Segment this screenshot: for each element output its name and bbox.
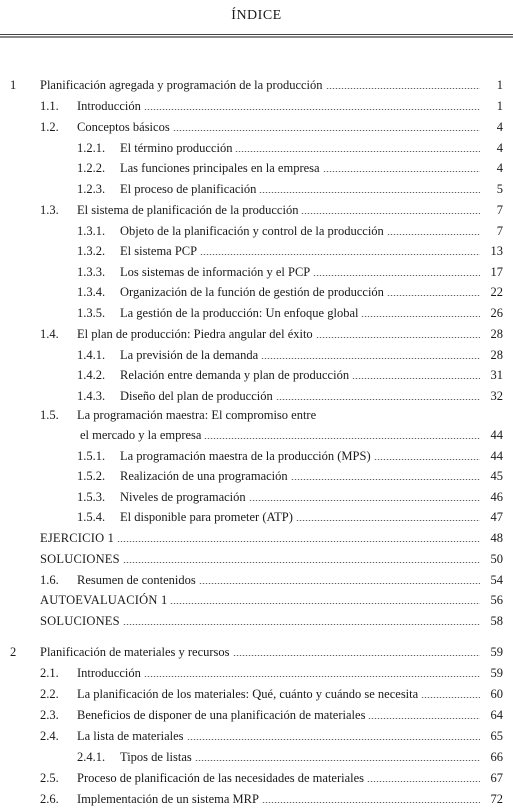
entry-number: 1.3.4. (77, 285, 106, 299)
entry-title: SOLUCIONES (40, 552, 120, 566)
entry-title: El disponible para prometer (ATP) (120, 510, 293, 524)
toc-entry[interactable] (0, 200, 513, 220)
toc-entry[interactable] (0, 528, 513, 548)
toc-entry[interactable] (0, 117, 513, 137)
entry-number: 1.2. (40, 120, 59, 134)
entry-title: La previsión de la demanda (120, 348, 259, 362)
toc-entry[interactable] (0, 747, 513, 767)
page-number: 50 (490, 552, 503, 566)
page-number: 60 (490, 687, 503, 701)
dot-leader (259, 192, 480, 193)
toc-entry[interactable] (0, 570, 513, 590)
entry-number: 1.3.3. (77, 265, 106, 279)
toc-entry[interactable] (0, 611, 513, 631)
entry-title: El término producción (120, 141, 233, 155)
entry-title-line1: La programación maestra: El compromiso entre (77, 408, 317, 422)
entry-number: 1.4.2. (77, 368, 106, 382)
toc-entry[interactable] (0, 221, 513, 241)
entry-title: Conceptos básicos (77, 120, 170, 134)
page-number: 17 (490, 265, 503, 279)
page-number: 28 (490, 327, 503, 341)
toc-entry[interactable] (0, 96, 513, 116)
toc-entry[interactable] (0, 345, 513, 365)
dot-leader (261, 358, 480, 359)
page-number: 54 (490, 573, 503, 587)
page-number: 59 (490, 645, 503, 659)
entry-number: 1.5.1. (77, 449, 106, 463)
toc-entry[interactable] (0, 425, 513, 445)
toc-entry[interactable] (0, 158, 513, 178)
page-number: 66 (490, 750, 503, 764)
entry-number: 1.3.2. (77, 244, 106, 258)
entry-title: Objeto de la planificación y control de la producción (120, 224, 384, 238)
entry-title: Los sistemas de información y el PCP (120, 265, 311, 279)
page-number: 58 (490, 614, 503, 628)
entry-title: El proceso de planificación (120, 182, 257, 196)
dot-leader (200, 254, 480, 255)
dot-leader (276, 399, 480, 400)
toc-entry[interactable] (0, 726, 513, 746)
toc-entry[interactable] (0, 789, 513, 809)
entry-title: Introducción (77, 99, 141, 113)
entry-number: 1.2.3. (77, 182, 106, 196)
dot-leader (173, 130, 480, 131)
toc-entry[interactable] (0, 466, 513, 486)
entry-number: 1 (10, 78, 17, 92)
dot-leader (187, 739, 480, 740)
entry-title: Niveles de programación (120, 490, 246, 504)
dot-leader (361, 316, 480, 317)
page-number: 13 (490, 244, 503, 258)
entry-title: La planificación de los materiales: Qué, cuánto y cuándo se necesita (77, 687, 419, 701)
entry-number: 1.2.1. (77, 141, 106, 155)
page-number: 31 (490, 368, 503, 382)
dot-leader (123, 562, 480, 563)
toc-entry[interactable] (0, 179, 513, 199)
dot-leader (387, 234, 480, 235)
toc-entry[interactable] (0, 590, 513, 610)
page-number: 47 (490, 510, 503, 524)
entry-number: 1.3.5. (77, 306, 106, 320)
page-number: 7 (496, 224, 503, 238)
toc-entry[interactable] (0, 642, 513, 662)
entry-title: Relación entre demanda y plan de producción (120, 368, 350, 382)
dot-leader (323, 171, 480, 172)
dot-leader (235, 151, 480, 152)
dot-leader (421, 697, 480, 698)
entry-number: 2 (10, 645, 17, 659)
page-title: ÍNDICE (231, 8, 282, 23)
dot-leader (195, 760, 480, 761)
dot-leader (387, 295, 480, 296)
toc-entry[interactable] (0, 507, 513, 527)
dot-leader (117, 541, 480, 542)
entry-title: Beneficios de disponer de una planificación de materiales (77, 708, 366, 722)
entry-number: 2.1. (40, 666, 59, 680)
dot-leader (199, 583, 480, 584)
page-number: 67 (490, 771, 503, 785)
entry-title: Realización de una programación (120, 469, 288, 483)
entry-title: El sistema de planificación de la producción (77, 203, 299, 217)
page-number: 26 (490, 306, 503, 320)
entry-number: 1.3.1. (77, 224, 106, 238)
dot-leader (291, 479, 480, 480)
page-number: 59 (490, 666, 503, 680)
page-number: 44 (490, 428, 503, 442)
entry-title: La programación maestra de la producción (MPS) (120, 449, 371, 463)
dot-leader (249, 500, 480, 501)
page-number: 4 (496, 161, 503, 175)
dot-leader (296, 520, 480, 521)
page-number: 46 (490, 490, 503, 504)
entry-number: 1.4.1. (77, 348, 106, 362)
dot-leader (352, 378, 480, 379)
toc-entry[interactable] (0, 684, 513, 704)
entry-title: Proceso de planificación de las necesidades de materiales (77, 771, 365, 785)
dot-leader (367, 781, 480, 782)
toc-entry[interactable] (0, 386, 513, 406)
entry-number: 2.2. (40, 687, 59, 701)
dot-leader (262, 802, 480, 803)
toc-entry[interactable] (0, 138, 513, 158)
entry-title: el mercado y la empresa (80, 428, 202, 442)
dot-leader (144, 109, 480, 110)
page-number: 64 (490, 708, 503, 722)
entry-title: EJERCICIO 1 (40, 531, 115, 545)
toc-entry[interactable] (0, 487, 513, 507)
toc-entry[interactable] (0, 324, 513, 344)
toc-entry[interactable] (0, 365, 513, 385)
page-number: 72 (490, 792, 503, 806)
toc-entry[interactable] (0, 241, 513, 261)
toc-entry[interactable] (0, 705, 513, 725)
page-number: 56 (490, 593, 503, 607)
entry-title: Diseño del plan de producción (120, 389, 273, 403)
dot-leader (204, 438, 480, 439)
toc-entry[interactable] (0, 663, 513, 683)
page-number: 4 (496, 120, 503, 134)
page-number: 5 (496, 182, 503, 196)
entry-title: Planificación agregada y programación de la producción (40, 78, 323, 92)
entry-title: Tipos de listas (120, 750, 192, 764)
dot-leader (301, 213, 480, 214)
page-number: 65 (490, 729, 503, 743)
dot-leader (123, 624, 480, 625)
page-number: 48 (490, 531, 503, 545)
dot-leader (368, 718, 480, 719)
toc-entry[interactable] (0, 262, 513, 282)
entry-title: AUTOEVALUACIÓN 1 (40, 593, 168, 607)
entry-title: SOLUCIONES (40, 614, 120, 628)
page-number: 1 (496, 78, 503, 92)
page-number: 22 (490, 285, 503, 299)
dot-leader (170, 603, 480, 604)
page-number: 7 (496, 203, 503, 217)
page-number: 1 (496, 99, 503, 113)
entry-number: 1.4.3. (77, 389, 106, 403)
entry-title: Las funciones principales en la empresa (120, 161, 320, 175)
entry-number: 2.4. (40, 729, 59, 743)
entry-title: La gestión de la producción: Un enfoque global (120, 306, 359, 320)
entry-number: 2.5. (40, 771, 59, 785)
entry-number: 2.6. (40, 792, 59, 806)
toc-entry[interactable] (0, 75, 513, 95)
page-number: 28 (490, 348, 503, 362)
toc-entry[interactable] (0, 303, 513, 323)
toc-entry[interactable] (0, 446, 513, 466)
entry-number: 2.4.1. (77, 750, 106, 764)
toc-entry[interactable] (0, 549, 513, 569)
entry-title: El sistema PCP (120, 244, 198, 258)
dot-leader (316, 337, 480, 338)
entry-number: 1.3. (40, 203, 59, 217)
page-number: 45 (490, 469, 503, 483)
dot-leader (374, 459, 480, 460)
entry-title: Implementación de un sistema MRP (77, 792, 259, 806)
page-number: 4 (496, 141, 503, 155)
dot-leader (313, 275, 480, 276)
entry-number: 1.6. (40, 573, 59, 587)
entry-number: 1.4. (40, 327, 59, 341)
toc-entry[interactable] (0, 282, 513, 302)
dot-leader (233, 655, 480, 656)
entry-title: El plan de producción: Piedra angular del éxito (77, 327, 313, 341)
page-number: 32 (490, 389, 503, 403)
entry-number: 2.3. (40, 708, 59, 722)
toc-entry[interactable] (0, 768, 513, 788)
entry-title: Planificación de materiales y recursos (40, 645, 230, 659)
entry-number: 1.5. (40, 408, 59, 422)
entry-number: 1.5.2. (77, 469, 106, 483)
entry-number: 1.2.2. (77, 161, 106, 175)
page-number: 44 (490, 449, 503, 463)
entry-title: Organización de la función de gestión de producción (120, 285, 384, 299)
entry-number: 1.1. (40, 99, 59, 113)
entry-number: 1.5.4. (77, 510, 106, 524)
entry-title: Introducción (77, 666, 141, 680)
entry-number: 1.5.3. (77, 490, 106, 504)
header-rule (0, 34, 513, 38)
toc-entry-line (0, 405, 513, 425)
dot-leader (144, 676, 480, 677)
entry-title: Resumen de contenidos (77, 573, 196, 587)
dot-leader (326, 88, 480, 89)
entry-title: La lista de materiales (77, 729, 184, 743)
